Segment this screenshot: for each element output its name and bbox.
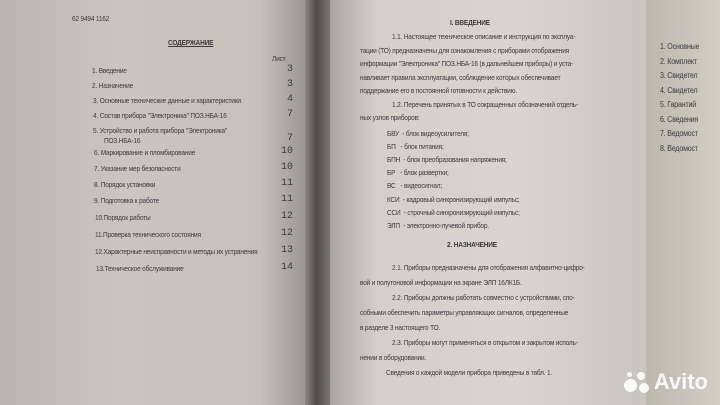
abbreviation-item: ЭЛП - электронно-лучевой прибор. [387,220,489,230]
abbreviation-item: ССИ - строчный синхронизирующий импульс; [387,207,520,217]
paragraph-line: 2.1. Приборы предназначены для отображения алфавитно-цифро- [392,263,585,272]
toc-item-label: 6. Маркирование и пломбирование [93,148,195,157]
toc-item-page: 14 [280,262,293,273]
toc-item-label: 10.Порядок работы [94,213,151,222]
far-page-item: 3. Свидетел [660,71,698,80]
toc-item-page: 7 [286,133,293,144]
paragraph-line: 1.2. Перечень принятых в ТО сокращенных обозначений отдель- [392,99,579,109]
paragraph-line: собными обеспечить параметры управляющих сигналов, определенные [360,308,569,317]
toc-item-label: 8. Порядок установки [94,180,156,189]
toc-item-label: 5. Устройство и работа прибора "Электроника" [93,126,228,135]
toc-item-page: 12 [280,211,293,222]
right-page [330,0,646,405]
far-page-item: 5. Гарантий [660,100,697,109]
far-page-item: 2. Комплект [660,56,697,66]
toc-item-page: 13 [280,245,293,256]
toc-item-label: 3. Основные технические данные и характеристики [92,96,241,105]
left-page [0,0,305,405]
toc-item-label: 2. Назначение [92,81,134,90]
paragraph-line: 2.2. Приборы должны работать совместно с устройствами, спо- [392,293,575,302]
far-page-item: 6. Сведения [660,114,699,124]
toc-item-page: 7 [286,109,293,120]
section1-title: I. ВВЕДЕНИЕ [450,18,490,27]
paragraph-line: тации (ТО) предназначены для ознакомления с приборами отображения [360,45,570,55]
toc-item-page: 11 [280,178,293,189]
paragraph-line: нении в оборудовании. [360,353,427,362]
toc-item-label: 13.Техническое обслуживание [95,264,184,273]
paragraph-line: в разделе 3 настоящего ТО. [360,323,441,332]
toc-item-label: 11.Проверка технического состояния [95,230,201,239]
paragraph-line: 2.3. Приборы могут применяться в открытом и закрытом исполь- [392,338,578,347]
toc-item-label: 9. Подготовка к работе [94,196,160,205]
paragraph-line: Сведения о каждой модели прибора приведены в табл. 1. [386,368,553,377]
toc-item-label-cont: ПОЗ.НБА-16 [104,136,141,145]
abbreviation-item: БВУ - блок видеоусилителя; [387,128,469,138]
toc-item-label: 4. Состав прибора "Электроника" ПОЗ.НБА-16 [92,111,227,120]
toc-item-page: 12 [280,228,293,239]
doc-number: 62 9494 1162 [72,14,110,23]
binding-gap [305,0,330,405]
far-page-item: 7. Ведомост [660,129,698,138]
toc-item-page: 3 [286,64,293,75]
avito-text: Avito [653,369,708,394]
far-page-item: 4. Свидетел [660,85,698,95]
section2-title: 2. НАЗНАЧЕНИЕ [447,240,497,249]
toc-item-page: 4 [286,94,293,105]
avito-logo-icon [624,371,650,393]
abbreviation-item: БПН - блок преобразования напряжения; [387,154,507,164]
far-page [646,0,720,405]
toc-item-label: 12.Характерные неисправности и методы их устранения [95,247,258,256]
toc-item-page: 10 [280,146,293,157]
paragraph-line: навливает правила эксплуатации, соблюдение которых обеспечивает [360,72,561,82]
toc-item-label: 7. Указание мер безопасности [93,164,181,173]
far-page-item: 8. Ведомост [660,143,698,153]
far-page-item: 1. Основные [660,42,700,51]
paragraph-line: поддержание его в постоянной готовности к действию. [360,86,517,95]
abbreviation-item: БП - блок питания; [387,141,444,151]
toc-item-label: 1. Введение [92,66,127,75]
paragraph-line: информации "Электроника" ПОЗ.НБА-16 (в дальнейшем приборы) и уста- [360,59,574,68]
sheet-header: Лист [272,54,286,63]
toc-item-page: 10 [280,162,293,173]
paragraph-line: ных узлов приборов: [360,113,420,122]
toc-title: СОДЕРЖАНИЕ [168,38,214,47]
abbreviation-item: ВС - видеосигнал; [387,181,443,191]
avito-watermark [624,369,708,395]
paragraph-line: вой и полутоновой информации на экране ЭЛП 16ЛК1Б. [360,278,522,287]
toc-item-page: 3 [286,79,293,90]
abbreviation-item: БР - блок развертки; [387,168,449,178]
paragraph-line: 1.1. Настоящее техническое описание и инструкция по эксплуа- [392,32,576,41]
toc-item-page: 11 [280,194,293,205]
abbreviation-item: КСИ - кадровый синхронизирующий импульс; [387,194,520,204]
